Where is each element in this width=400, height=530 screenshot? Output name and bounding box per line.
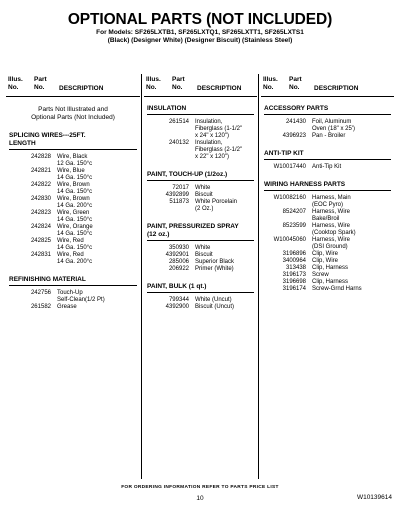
part-description: Clip, Wire xyxy=(312,258,339,264)
part-number: 3400964 xyxy=(282,258,306,264)
part-row xyxy=(264,195,391,209)
part-label: Part xyxy=(172,76,185,83)
part-row xyxy=(264,272,391,279)
part-row xyxy=(264,119,391,133)
parts-table xyxy=(6,74,394,479)
part-row xyxy=(264,279,391,286)
no-label: No. xyxy=(8,84,19,91)
insulation-list xyxy=(147,119,254,161)
part-number: 261514 xyxy=(168,119,189,125)
description-label: DESCRIPTION xyxy=(59,85,104,92)
no-label: No. xyxy=(263,84,274,91)
part-number: 242825 xyxy=(30,238,51,244)
ordering-note: FOR ORDERING INFORMATION REFER TO PARTS PRICE LIST xyxy=(121,485,279,490)
illus-label: Illus. xyxy=(263,76,278,83)
part-row xyxy=(9,224,137,238)
part-description: 14 Ga. 150°c xyxy=(57,245,93,251)
part-number: 4392900 xyxy=(165,304,189,310)
description-label: DESCRIPTION xyxy=(197,85,242,92)
part-description: Self-Clean(1/2 Pt) xyxy=(57,297,105,303)
model-list: For Models: SF265LXTB1, SF265LXTQ1, SF265LXTT1, SF265LXTS1 xyxy=(96,29,304,36)
part-label: Part xyxy=(289,76,302,83)
part-row xyxy=(147,266,254,273)
part-row xyxy=(264,258,391,265)
part-row xyxy=(264,251,391,258)
accessory-list xyxy=(264,119,391,140)
part-number: 313438 xyxy=(285,265,306,271)
part-description: White xyxy=(195,245,211,251)
section-refinishing: REFINISHING MATERIAL xyxy=(9,276,137,286)
description-label: DESCRIPTION xyxy=(314,85,359,92)
part-row xyxy=(9,304,137,311)
part-row xyxy=(9,252,137,266)
part-row xyxy=(147,252,254,259)
part-number: 240132 xyxy=(168,140,189,146)
part-description: Wire, Red xyxy=(57,252,84,258)
no-label: No. xyxy=(34,84,45,91)
part-row xyxy=(264,164,391,171)
no-label: No. xyxy=(172,84,183,91)
part-number: W10045060 xyxy=(273,237,306,243)
part-row xyxy=(9,182,137,196)
column-header xyxy=(6,74,140,97)
part-description: Wire, Blue xyxy=(57,168,85,174)
part-number: 511873 xyxy=(169,199,189,205)
touchup-list xyxy=(147,185,254,213)
column-header xyxy=(261,74,394,97)
column-3 xyxy=(261,74,394,479)
section-harness: WIRING HARNESS PARTS xyxy=(264,181,391,191)
part-description: Wire, Orange xyxy=(57,224,93,230)
part-description: Fiberglass (1-1/2" xyxy=(195,126,243,132)
part-description: 14 Ga. 200°c xyxy=(57,203,93,209)
section-antitip: ANTI-TIP KIT xyxy=(264,150,391,160)
part-row xyxy=(147,199,254,213)
part-description: Wire, Brown xyxy=(57,182,90,188)
part-description: Harness, Wire xyxy=(312,223,351,229)
page-header xyxy=(0,12,400,45)
part-number: 799344 xyxy=(168,297,189,303)
column-1 xyxy=(6,74,140,479)
part-description: Anti-Tip Kit xyxy=(312,164,342,170)
part-row xyxy=(147,140,254,161)
part-row xyxy=(9,290,137,304)
antitip-list xyxy=(264,164,391,171)
column-2 xyxy=(144,74,257,479)
part-description: Harness, Main xyxy=(312,195,351,201)
no-label: No. xyxy=(146,84,157,91)
part-number: 242822 xyxy=(30,182,51,188)
part-number: 72017 xyxy=(172,185,189,191)
part-row xyxy=(147,192,254,199)
section-paint-touchup: PAINT, TOUCH-UP (1/2oz.) xyxy=(147,171,254,181)
part-number: 242823 xyxy=(30,210,51,216)
part-row xyxy=(147,304,254,311)
part-number: 4396923 xyxy=(282,133,306,139)
part-description: Biscuit xyxy=(195,192,213,198)
part-description: Wire, Black xyxy=(57,154,88,160)
part-row xyxy=(264,223,391,237)
part-description: 14 Ga. 150°c xyxy=(57,217,93,223)
part-description: (Cooktop Spark) xyxy=(312,230,356,236)
part-number: 242830 xyxy=(30,196,51,202)
part-description: Wire, Red xyxy=(57,238,84,244)
part-row xyxy=(264,237,391,251)
part-description: Clip, Harness xyxy=(312,279,349,285)
part-description: Bake/Broil xyxy=(312,216,340,222)
part-description: Fiberglass (2-1/2" xyxy=(195,147,243,153)
part-number: 242828 xyxy=(30,154,51,160)
part-description: Clip, Harness xyxy=(312,265,349,271)
part-description: (EOC Pyro) xyxy=(312,202,344,208)
page-title: OPTIONAL PARTS (NOT INCLUDED) xyxy=(67,11,333,28)
part-number: 3196896 xyxy=(282,251,306,257)
part-row xyxy=(9,196,137,210)
part-number: 4392899 xyxy=(165,192,189,198)
part-description: x 22" x 120") xyxy=(195,154,229,160)
part-description: (2 Oz.) xyxy=(195,206,214,212)
part-number: W10082160 xyxy=(273,195,306,201)
part-description: Screw-Grnd Harns xyxy=(312,286,362,292)
part-number: 350930 xyxy=(168,245,189,251)
page-number: 10 xyxy=(196,495,204,502)
part-description: Oven (18" x 25') xyxy=(312,126,355,132)
part-description: 12 Ga. 150°c xyxy=(57,161,93,167)
part-description: Touch-Up xyxy=(57,290,83,296)
refinishing-list xyxy=(9,290,137,311)
part-number: 242824 xyxy=(30,224,51,230)
spray-list xyxy=(147,245,254,273)
part-label: Part xyxy=(34,76,47,83)
part-description: Superior Black xyxy=(195,259,235,265)
part-description: White xyxy=(195,185,211,191)
part-description: Harness, Wire xyxy=(312,237,351,243)
section-paint-bulk: PAINT, BULK (1 qt.) xyxy=(147,283,254,293)
part-number: 241430 xyxy=(285,119,306,125)
part-row xyxy=(264,209,391,223)
part-number: 8523599 xyxy=(282,223,306,229)
part-row xyxy=(264,133,391,140)
part-row xyxy=(147,259,254,266)
part-description: Biscuit xyxy=(195,252,213,258)
finish-list: (Black) (Designer White) (Designer Biscuit) (Stainless Steel) xyxy=(107,37,293,44)
section-splicing-wires: SPLICING WIRES---25FT. LENGTH xyxy=(9,132,137,150)
part-number: 242821 xyxy=(30,168,51,174)
part-number: 285006 xyxy=(168,259,189,265)
part-description: Insulation, xyxy=(195,119,223,125)
part-description: 14 Ga. 150°c xyxy=(57,231,93,237)
part-row xyxy=(9,210,137,224)
part-description: Clip, Wire xyxy=(312,251,339,257)
part-row xyxy=(147,245,254,252)
part-row xyxy=(9,238,137,252)
intro-note: Parts Not Illustrated and Optional Parts (Not Included) xyxy=(31,106,115,121)
part-description: White (Uncut) xyxy=(195,297,232,303)
part-row xyxy=(147,185,254,192)
part-description: (DSI Ground) xyxy=(312,244,348,250)
part-number: W10017440 xyxy=(273,164,306,170)
part-row xyxy=(9,168,137,182)
part-row xyxy=(147,297,254,304)
part-description: 14 Ga. 200°c xyxy=(57,259,93,265)
part-row xyxy=(264,286,391,293)
part-description: 14 Ga. 150°c xyxy=(57,175,93,181)
splicing-list xyxy=(9,154,137,266)
part-description: Primer (White) xyxy=(195,266,234,272)
section-insulation: INSULATION xyxy=(147,105,254,115)
part-description: Wire, Green xyxy=(57,210,90,216)
part-description: x 24" x 120") xyxy=(195,133,229,139)
section-paint-spray: PAINT, PRESSURIZED SPRAY (12 oz.) xyxy=(147,223,254,241)
part-number: 3196174 xyxy=(282,286,306,292)
illus-label: Illus. xyxy=(8,76,23,83)
harness-list xyxy=(264,195,391,293)
part-description: Wire, Brown xyxy=(57,196,90,202)
no-label: No. xyxy=(289,84,300,91)
part-description: Screw xyxy=(312,272,329,278)
part-description: 14 Ga. 150°c xyxy=(57,189,93,195)
part-row xyxy=(9,154,137,168)
part-number: 4392901 xyxy=(165,252,189,258)
part-description: Foil, Aluminum xyxy=(312,119,352,125)
part-description: Pan - Broiler xyxy=(312,133,346,139)
part-number: 242756 xyxy=(30,290,51,296)
illus-label: Illus. xyxy=(146,76,161,83)
part-description: Harness, Wire xyxy=(312,209,351,215)
part-row xyxy=(147,119,254,140)
part-description: Insulation, xyxy=(195,140,223,146)
part-number: 261582 xyxy=(30,304,51,310)
document-number: W10139614 xyxy=(356,494,392,501)
section-accessory: ACCESSORY PARTS xyxy=(264,105,391,115)
part-description: Biscuit (Uncut) xyxy=(195,304,235,310)
bulk-list xyxy=(147,297,254,311)
part-description: Grease xyxy=(57,304,77,310)
part-number: 3196173 xyxy=(282,272,306,278)
part-number: 242831 xyxy=(30,252,51,258)
part-row xyxy=(264,265,391,272)
part-number: 8524207 xyxy=(282,209,306,215)
part-number: 3196698 xyxy=(282,279,306,285)
column-header xyxy=(144,74,257,97)
part-number: 206922 xyxy=(168,266,189,272)
part-description: White Porcelain xyxy=(195,199,238,205)
